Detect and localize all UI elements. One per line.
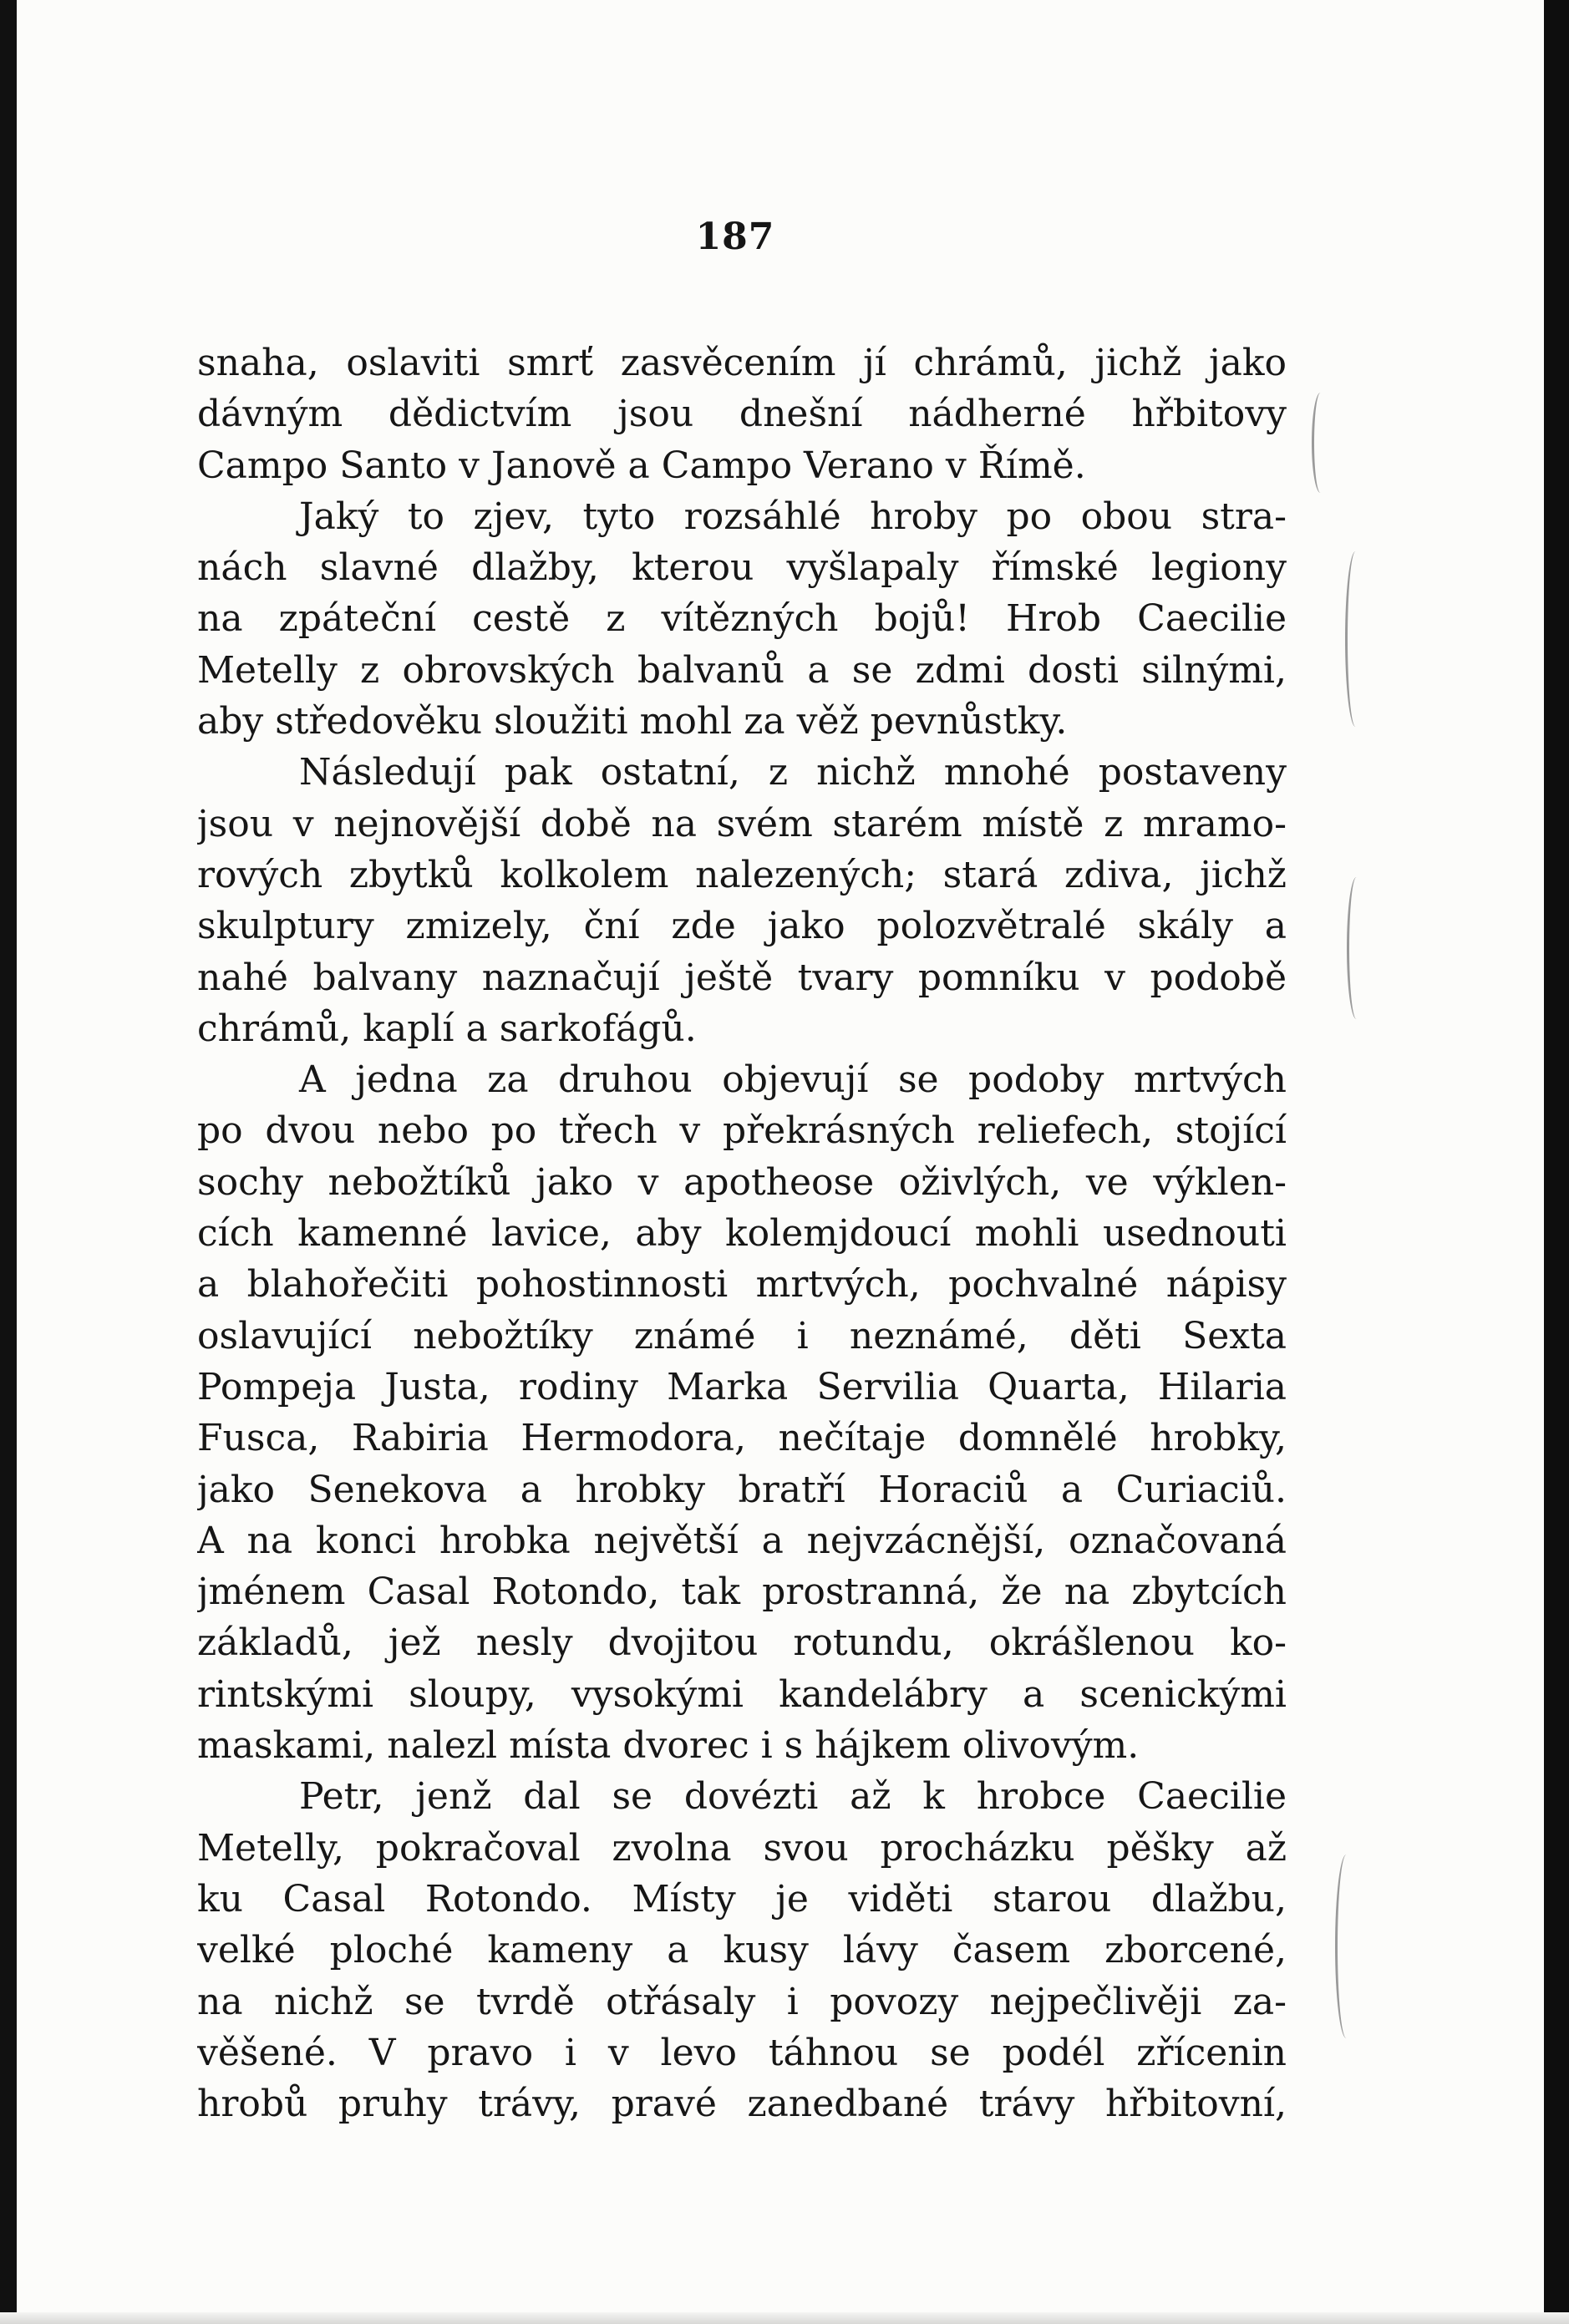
text-line: Metelly, pokračoval zvolna svou procházku pěšky až (197, 1826, 1287, 1870)
text-line: cích kamenné lavice, aby kolemjdoucí mohli usednouti (197, 1212, 1287, 1256)
paragraph-start: A jedna za druhou objevují se podoby mrtvých (299, 1058, 1287, 1102)
page-number: 187 (695, 216, 775, 258)
text-line: Pompeja Justa, rodiny Marka Servilia Quarta, Hilaria (197, 1365, 1287, 1408)
text-line: Fusca, Rabiria Hermodora, nečítaje domnělé hrobky, (197, 1417, 1287, 1460)
text-line: a blahořečiti pohostinnosti mrtvých, pochvalné nápisy (197, 1263, 1287, 1307)
text-line: věšené. V pravo i v levo táhnou se podél zřícenin (197, 2031, 1287, 2074)
text-line: velké ploché kameny a kusy lávy časem zborcené, (197, 1929, 1287, 1972)
text-line: Campo Santo v Janově a Campo Verano v Římě. (197, 444, 1086, 487)
text-line: na zpáteční cestě z vítězných bojů! Hrob Caecilie (197, 597, 1287, 641)
text-line: oslavující nebožtíky známé i neznámé, děti Sexta (197, 1314, 1287, 1357)
text-line: ku Casal Rotondo. Místy je viděti starou dlažbu, (197, 1877, 1287, 1921)
text-line: dávným dědictvím jsou dnešní nádherné hřbitovy (197, 393, 1287, 436)
scan-border-left (0, 0, 17, 2324)
text-line: jako Senekova a hrobky bratří Horaciů a Curiaciů. (197, 1468, 1287, 1511)
text-line: jsou v nejnovější době na svém starém místě z mramo- (197, 802, 1287, 845)
text-line: aby středověku sloužiti mohl za věž pevnůstky. (197, 700, 1068, 743)
margin-pencil-mark (1345, 551, 1366, 727)
text-line: maskami, nalezl místa dvorec i s hájkem olivovým. (197, 1724, 1140, 1768)
text-line: skulptury zmizely, ční zde jako polozvětralé skály a (197, 905, 1287, 948)
text-line: jménem Casal Rotondo, tak prostranná, že na zbytcích (197, 1570, 1287, 1614)
margin-pencil-mark (1347, 877, 1366, 1019)
text-line: sochy nebožtíků jako v apotheose oživlých, ve výklen- (197, 1160, 1287, 1204)
text-line: Metelly z obrovských balvanů a se zdmi dosti silnými, (197, 648, 1287, 692)
text-line: snaha, oslaviti smrť zasvěcením jí chrámů, jichž jako (197, 342, 1287, 384)
margin-pencil-mark (1312, 393, 1329, 493)
paragraph-start: Petr, jenž dal se dovézti až k hrobce Caecilie (299, 1775, 1287, 1819)
text-line: na nichž se tvrdě otřásaly i povozy nejpečlivěji za- (197, 1980, 1287, 2023)
margin-pencil-mark (1335, 1855, 1358, 2038)
text-line: rintskými sloupy, vysokými kandelábry a scenickými (197, 1672, 1287, 1716)
text-line: po dvou nebo po třech v překrásných reliefech, stojící (197, 1109, 1287, 1153)
paragraph-start: Jaký to zjev, tyto rozsáhlé hroby po obou stra- (299, 495, 1287, 538)
text-line: základů, jež nesly dvojitou rotundu, okrášlenou ko- (197, 1621, 1287, 1665)
scan-border-bottom (0, 2312, 1569, 2324)
text-line: chrámů, kaplí a sarkofágů. (197, 1007, 697, 1050)
text-line: nách slavné dlažby, kterou vyšlapaly římské legiony (197, 546, 1287, 590)
text-line: rových zbytků kolkolem nalezených; stará zdiva, jichž (197, 853, 1287, 896)
text-line: nahé balvany naznačují ještě tvary pomníku v podobě (197, 956, 1287, 999)
text-line: hrobů pruhy trávy, pravé zanedbané trávy hřbitovní, (197, 2083, 1287, 2126)
scan-border-right (1544, 0, 1569, 2324)
paragraph-start: Následují pak ostatní, z nichž mnohé postaveny (299, 751, 1287, 794)
text-line: A na konci hrobka největší a nejvzácnější, označovaná (197, 1519, 1287, 1562)
body-text (197, 337, 1287, 2129)
